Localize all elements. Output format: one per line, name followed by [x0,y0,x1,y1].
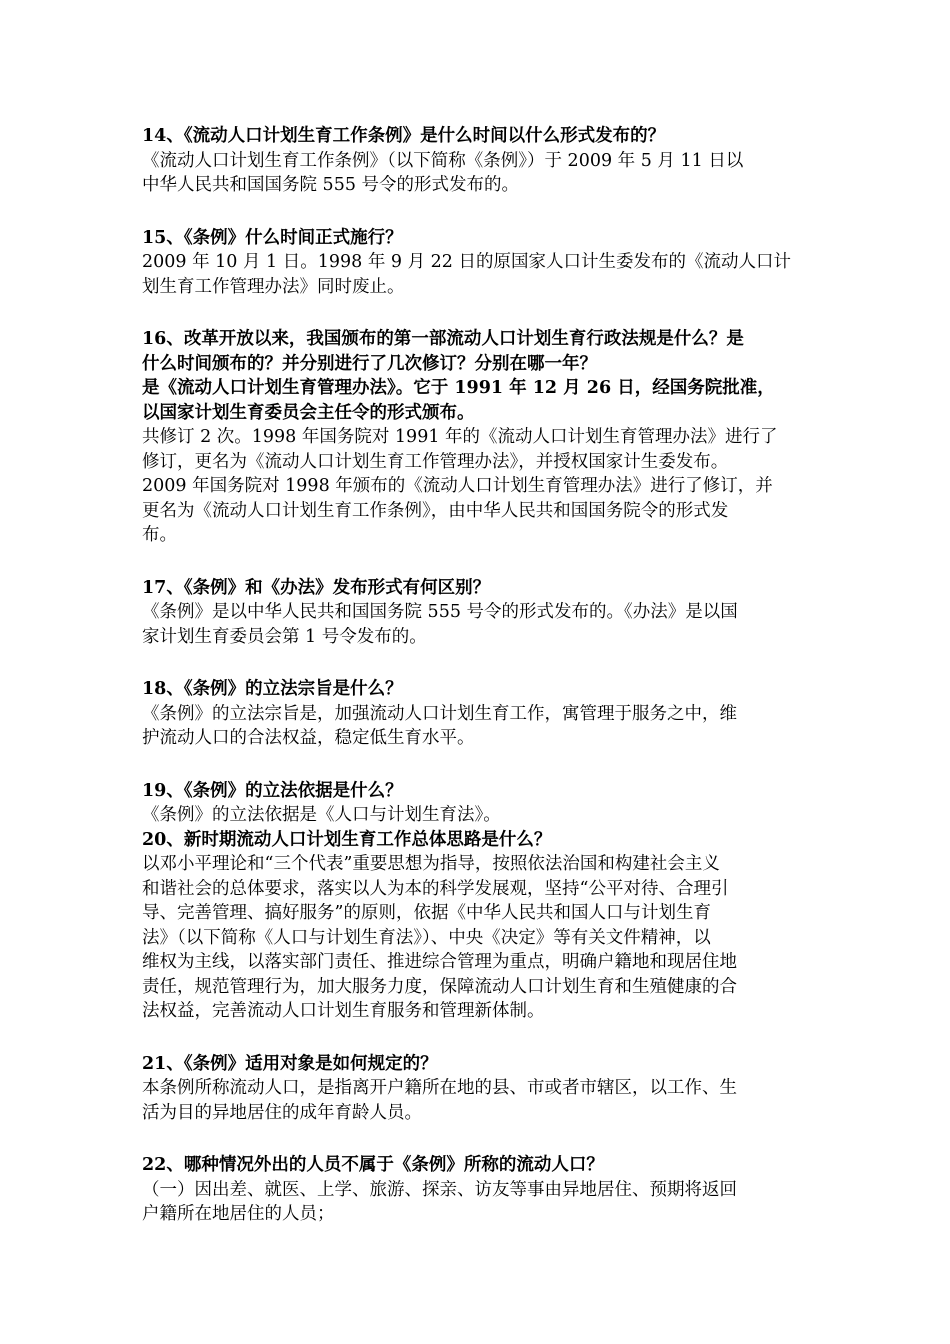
answer-line: 共修订 2 次。1998 年国务院对 1991 年的《流动人口计划生育管理办法》进行了 [142,427,778,447]
answer-line: 中华人民共和国国务院 555 号令的形式发布的。 [142,175,520,195]
question-line: 21、《条例》适用对象是如何规定的？ [142,1053,438,1074]
question-line: 17、《条例》和《办法》发布形式有何区别？ [142,577,491,598]
answer-line: 《条例》的立法依据是《人口与计划生育法》。 [142,805,501,825]
question-line: 19、《条例》的立法依据是什么？ [142,780,403,801]
answer-line: 导、完善管理、搞好服务”的原则，依据《中华人民共和国人口与计划生育 [142,903,711,923]
question-line: 20、新时期流动人口计划生育工作总体思路是什么？ [142,829,552,850]
qa-item-17 [142,576,822,650]
question-line: 22、哪种情况外出的人员不属于《条例》所称的流动人口？ [142,1155,604,1175]
answer-line: 户籍所在地居住的人员； [142,1204,335,1224]
answer-line: 本条例所称流动人口，是指离开户籍所在地的县、市或者市辖区，以工作、生 [142,1078,737,1098]
qa-item-16 [142,327,822,548]
qa-item-22 [142,1153,822,1227]
qa-item-18 [142,677,822,751]
question-line: 是《流动人口计划生育管理办法》。它于 1991 年 12 月 26 日，经国务院批准， [142,378,775,398]
question-line: 什么时间颁布的？并分别进行了几次修订？分别在哪一年？ [142,353,597,374]
answer-line: （一）因出差、就医、上学、旅游、探亲、访友等事由异地居住、预期将返回 [142,1179,737,1200]
answer-line: 家计划生育委员会第 1 号令发布的。 [142,626,427,647]
document-page [142,124,822,1255]
question-line: 以国家计划生育委员会主任令的形式颁布。 [142,402,475,423]
question-line: 15、《条例》什么时间正式施行？ [142,227,403,248]
answer-line: 2009 年 10 月 1 日。1998 年 9 月 22 日的原国家人口计生委发布的《流动人口计 [142,252,792,272]
qa-item-14 [142,124,822,198]
answer-line: 更名为《流动人口计划生育工作条例》，由中华人民共和国国务院令的形式发 [142,500,729,521]
question-line: 18、《条例》的立法宗旨是什么？ [142,679,403,699]
answer-line: 活为目的异地居住的成年育龄人员。 [142,1102,422,1123]
question-line: 16、改革开放以来，我国颁布的第一部流动人口计划生育行政法规是什么？是 [142,329,744,349]
answer-line: 《条例》是以中华人民共和国国务院 555 号令的形式发布的。《办法》是以国 [142,602,738,622]
qa-item-20 [142,828,822,1024]
qa-item-15 [142,226,822,300]
answer-line: 2009 年国务院对 1998 年颁布的《流动人口计划生育管理办法》进行了修订，并 [142,476,773,496]
answer-line: 《条例》的立法宗旨是，加强流动人口计划生育工作，寓管理于服务之中，维 [142,703,737,724]
answer-line: 划生育工作管理办法》同时废止。 [142,276,405,297]
answer-line: 以邓小平理论和“三个代表”重要思想为指导，按照依法治国和构建社会主义 [142,854,720,874]
answer-line: 布。 [142,525,177,545]
answer-line: 法权益，完善流动人口计划生育服务和管理新体制。 [142,1001,545,1021]
qa-item-21 [142,1052,822,1126]
answer-line: 法》（以下简称《人口与计划生育法》）、中央《决定》等有关文件精神，以 [142,927,711,948]
answer-line: 和谐社会的总体要求，落实以人为本的科学发展观，坚持“公平对待、合理引 [142,878,729,899]
answer-line: 修订，更名为《流动人口计划生育工作管理办法》，并授权国家计生委发布。 [142,451,729,472]
answer-line: 责任，规范管理行为，加大服务力度，保障流动人口计划生育和生殖健康的合 [142,976,737,997]
answer-line: 护流动人口的合法权益，稳定低生育水平。 [142,728,475,748]
qa-item-19 [142,779,822,828]
answer-line: 维权为主线，以落实部门责任、推进综合管理为重点，明确户籍地和现居住地 [142,952,737,972]
answer-line: 《流动人口计划生育工作条例》（以下简称《条例》）于 2009 年 5 月 11 日以 [142,150,744,171]
question-line: 14、《流动人口计划生育工作条例》是什么时间以什么形式发布的？ [142,126,666,146]
